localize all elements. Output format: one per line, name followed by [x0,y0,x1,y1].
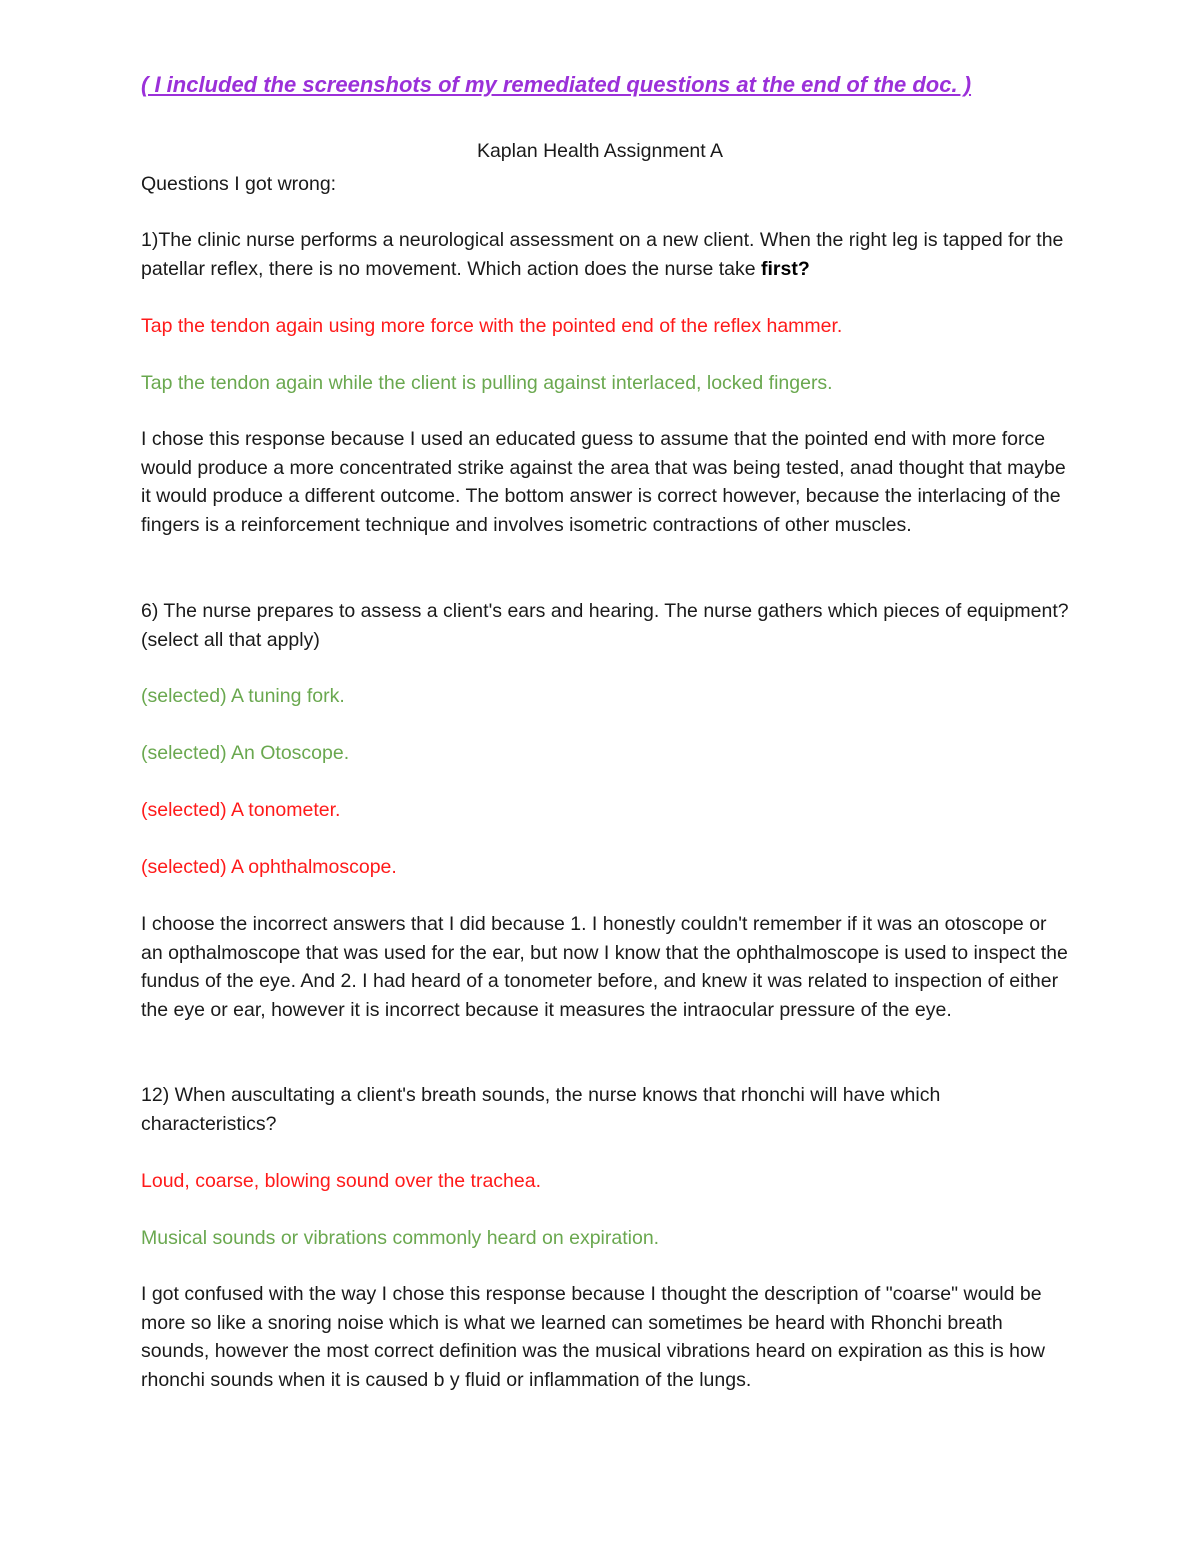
question-1-body: 1)The clinic nurse performs a neurological assessment on a new client. When the right leg is tapped for the patellar reflex, there is no movement. Which action does the nurse take [141,229,1064,280]
document-title: Kaplan Health Assignment A [476,140,724,162]
question-6-text: 6) The nurse prepares to assess a client's ears and hearing. The nurse gathers which pieces of equipment? (select all that apply) [141,600,1069,651]
question-12-wrong-answer: Loud, coarse, blowing sound over the trachea. [141,1170,542,1192]
question-1-emphasis: first? [760,257,810,280]
question-12-explanation: I got confused with the way I chose this response because I thought the description of "coarse" would be more so like a snoring noise which is what we learned can sometimes be heard with Rhonchi breath sounds, however the most correct definition was the musical vibrations heard on expiration as this is how rhonchi sounds when it is caused b y fluid or inflammation of the lungs. [141,1283,1045,1391]
question-1-correct-answer: Tap the tendon again while the client is pulling against interlaced, locked fingers. [141,372,833,394]
remediation-note: ( I included the screenshots of my remediated questions at the end of the doc. ) [141,72,972,97]
question-6-explanation: I choose the incorrect answers that I did because 1. I honestly couldn't remember if it was an otoscope or an opthalmoscope that was used for the ear, but now I know that the ophthalmoscope is used to inspect the fundus of the eye. And 2. I had heard of a tonometer before, and knew it was related to inspection of either the eye or ear, however it is incorrect because it measures the intraocular pressure of the eye. [141,913,1068,1021]
question-6-option-3: (selected) A tonometer. [141,799,341,821]
question-1-wrong-answer: Tap the tendon again using more force with the pointed end of the reflex hammer. [141,315,843,337]
question-6-option-4: (selected) A ophthalmoscope. [141,856,397,878]
question-12-text: 12) When auscultating a client's breath sounds, the nurse knows that rhonchi will have which characteristics? [141,1084,941,1135]
question-6-option-2: (selected) An Otoscope. [141,742,350,764]
intro-heading: Questions I got wrong: [141,173,337,195]
question-12-correct-answer: Musical sounds or vibrations commonly heard on expiration. [141,1227,660,1249]
question-1-explanation: I chose this response because I used an educated guess to assume that the pointed end with more force would produce a more concentrated strike against the area that was being tested, anad thought that maybe it would produce a different outcome. The bottom answer is correct however, because the interlacing of the fingers is a reinforcement technique and involves isometric contractions of other muscles. [141,428,1066,536]
question-1-text [141,226,1071,283]
question-6-option-1: (selected) A tuning fork. [141,685,345,707]
